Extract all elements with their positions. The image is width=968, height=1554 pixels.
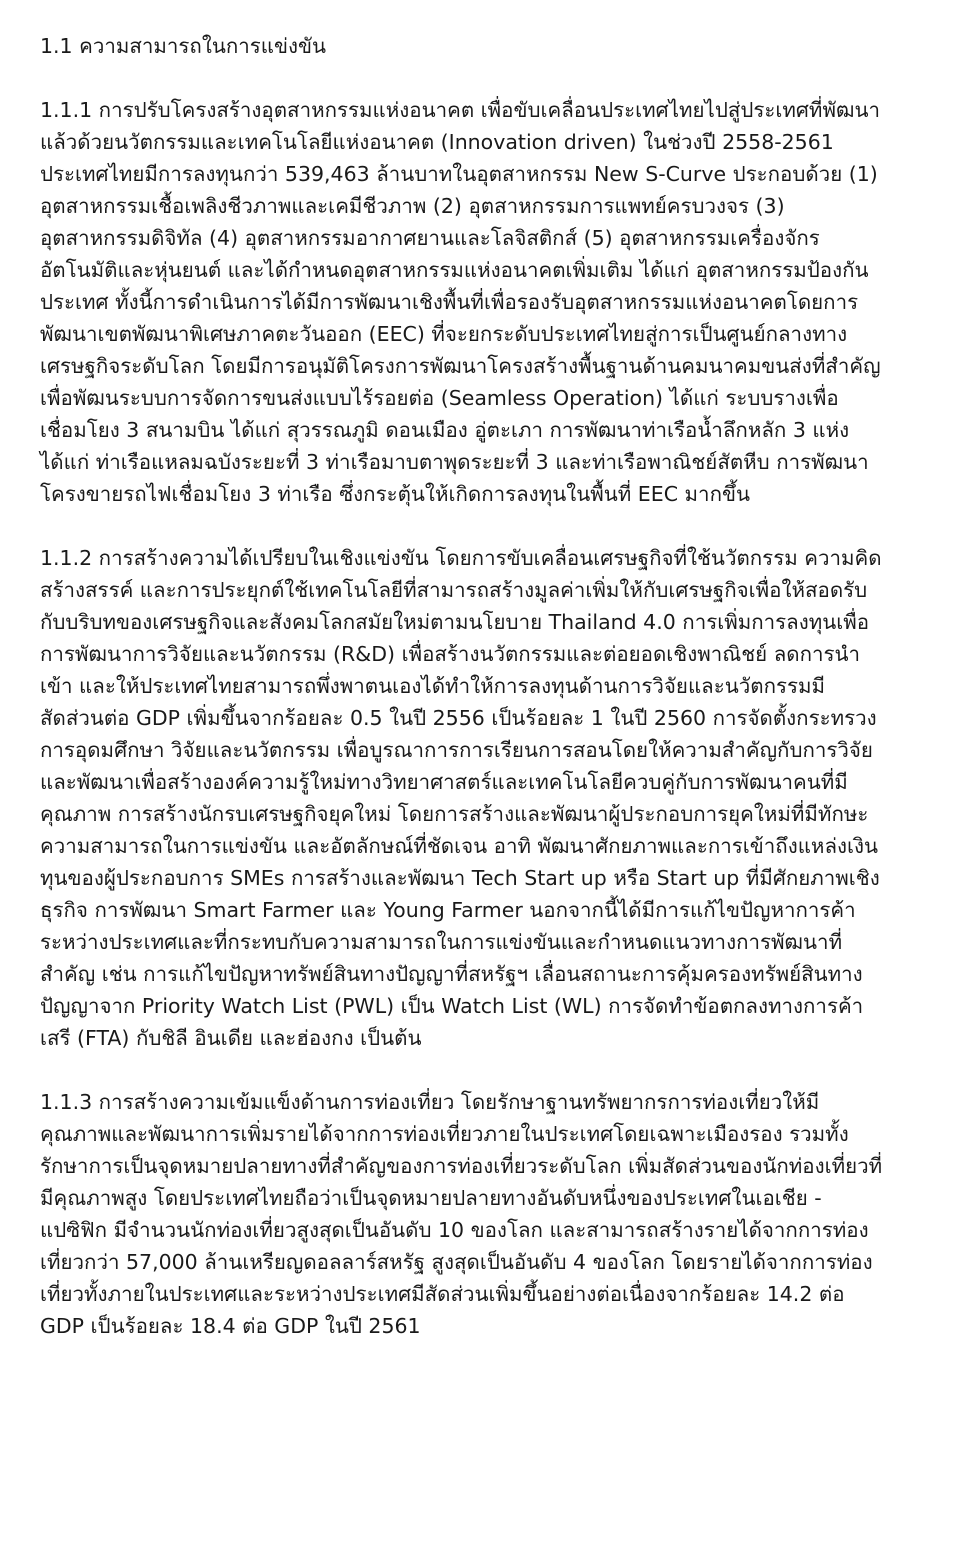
paragraph-1-1-3: 1.1.3 การสร้างความเข้มแข็งด้านการท่องเที่ยว โดยรักษาฐานทรัพยากรการท่องเที่ยวให้มีคุณภาพและพัฒนาการเพิ่มรายได้จากการท่องเที่ยวภายในประเทศโดยเฉพาะเมืองรอง รวมทั้งรักษาการเป็นจุดหมายปลายทางที่สำคัญของการท่องเที่ยวระดับโลก เพิ่มสัดส่วนของนักท่องเที่ยวที่มีคุณภาพสูง โดยประเทศไทยถือว่าเป็นจุดหมายปลายทางอันดับหนึ่งของประเทศในเอเชีย - แปซิฟิก มีจำนวนนักท่องเที่ยวสูงสุดเป็นอันดับ 10 ของโลก และสามารถสร้างรายได้จากการท่องเที่ยวกว่า 57,000 ล้านเหรียญดอลลาร์สหรัฐ สูงสุดเป็นอันดับ 4 ของโลก โดยรายได้จากการท่องเที่ยวทั้งภายในประเทศและระหว่างประเทศมีสัดส่วนเพิ่มขึ้นอย่างต่อเนื่องจากร้อยละ 14.2 ต่อ GDP เป็นร้อยละ 18.4 ต่อ GDP ในปี 2561: [40, 1090, 883, 1338]
section-heading: 1.1 ความสามารถในการแข่งขัน: [40, 34, 327, 58]
paragraph-1-1-1: 1.1.1 การปรับโครงสร้างอุตสาหกรรมแห่งอนาคต เพื่อขับเคลื่อนประเทศไทยไปสู่ประเทศที่พัฒนาแล้วด้วยนวัตกรรมและเทคโนโลยีแห่งอนาคต (Innovation driven) ในช่วงปี 2558-2561 ประเทศไทยมีการลงทุนกว่า 539,463 ล้านบาทในอุตสาหกรรม New S-Curve ประกอบด้วย (1) อุตสาหกรรมเชื้อเพลิงชีวภาพและเคมีชีวภาพ (2) อุตสาหกรรมการแพทย์ครบวงจร (3) อุตสาหกรรมดิจิทัล (4) อุตสาหกรรมอากาศยานและโลจิสติกส์ (5) อุตสาหกรรมเครื่องจักรอัตโนมัติและหุ่นยนต์ และได้กำหนดอุตสาหกรรมแห่งอนาคตเพิ่มเติม ได้แก่ อุตสาหกรรมป้องกันประเทศ ทั้งนี้การดำเนินการได้มีการพัฒนาเชิงพื้นที่เพื่อรองรับอุตสาหกรรมแห่งอนาคตโดยการพัฒนาเขตพัฒนาพิเศษภาคตะวันออก (EEC) ที่จะยกระดับประเทศไทยสู่การเป็นศูนย์กลางทางเศรษฐกิจระดับโลก โดยมีการอนุมัติโครงการพัฒนาโครงสร้างพื้นฐานด้านคมนาคมขนส่งที่สำคัญเพื่อพัฒนระบบการจัดการขนส่งแบบไร้รอยต่อ (Seamless Operation) ได้แก่ ระบบรางเพื่อเชื่อมโยง 3 สนามบิน ได้แก่ สุวรรณภูมิ ดอนเมือง อู่ตะเภา การพัฒนาท่าเรือน้ำลึกหลัก 3 แห่ง ได้แก่ ท่าเรือแหลมฉบังระยะที่ 3 ท่าเรือมาบตาพุดระยะที่ 3 และท่าเรือพาณิชย์สัตหีบ การพัฒนาโครงขายรถไฟเชื่อมโยง 3 ท่าเรือ ซึ่งกระตุ้นให้เกิดการลงทุนในพื้นที่ EEC มากขึ้น: [40, 98, 881, 506]
document-body: [40, 30, 885, 1342]
paragraph-1-1-2: 1.1.2 การสร้างความได้เปรียบในเชิงแข่งขัน โดยการขับเคลื่อนเศรษฐกิจที่ใช้นวัตกรรม ความคิดสร้างสรรค์ และการประยุกต์ใช้เทคโนโลยีที่สามารถสร้างมูลค่าเพิ่มให้กับเศรษฐกิจเพื่อให้สอดรับกับบริบทของเศรษฐกิจและสังคมโลกสมัยใหม่ตามนโยบาย Thailand 4.0 การเพิ่มการลงทุนเพื่อการพัฒนาการวิจัยและนวัตกรรม (R&D) เพื่อสร้างนวัตกรรมและต่อยอดเชิงพาณิชย์ ลดการนำเข้า และให้ประเทศไทยสามารถพึ่งพาตนเองได้ทำให้การลงทุนด้านการวิจัยและนวัตกรรมมีสัดส่วนต่อ GDP เพิ่มขึ้นจากร้อยละ 0.5 ในปี 2556 เป็นร้อยละ 1 ในปี 2560 การจัดตั้งกระทรวงการอุดมศึกษา วิจัยและนวัตกรรม เพื่อบูรณาการการเรียนการสอนโดยให้ความสำคัญกับการวิจัยและพัฒนาเพื่อสร้างองค์ความรู้ใหม่ทางวิทยาศาสตร์และเทคโนโลยีควบคู่กับการพัฒนาคนที่มีคุณภาพ การสร้างนักรบเศรษฐกิจยุคใหม่ โดยการสร้างและพัฒนาผู้ประกอบการยุคใหม่ที่มีทักษะ ความสามารถในการแข่งขัน และอัตลักษณ์ที่ชัดเจน อาทิ พัฒนาศักยภาพและการเข้าถึงแหล่งเงินทุนของผู้ประกอบการ SMEs การสร้างและพัฒนา Tech Start up หรือ Start up ที่มีศักยภาพเชิงธุรกิจ การพัฒนา Smart Farmer และ Young Farmer นอกจากนี้ได้มีการแก้ไขปัญหาการค้าระหว่างประเทศและที่กระทบกับความสามารถในการแข่งขันและกำหนดแนวทางการพัฒนาที่สำคัญ เช่น การแก้ไขปัญหาทรัพย์สินทางปัญญาที่สหรัฐฯ เลื่อนสถานะการคุ้มครองทรัพย์สินทางปัญญาจาก Priority Watch List (PWL) เป็น Watch List (WL) การจัดทำข้อตกลงทางการค้าเสรี (FTA) กับชิลี อินเดีย และฮ่องกง เป็นต้น: [40, 546, 882, 1050]
